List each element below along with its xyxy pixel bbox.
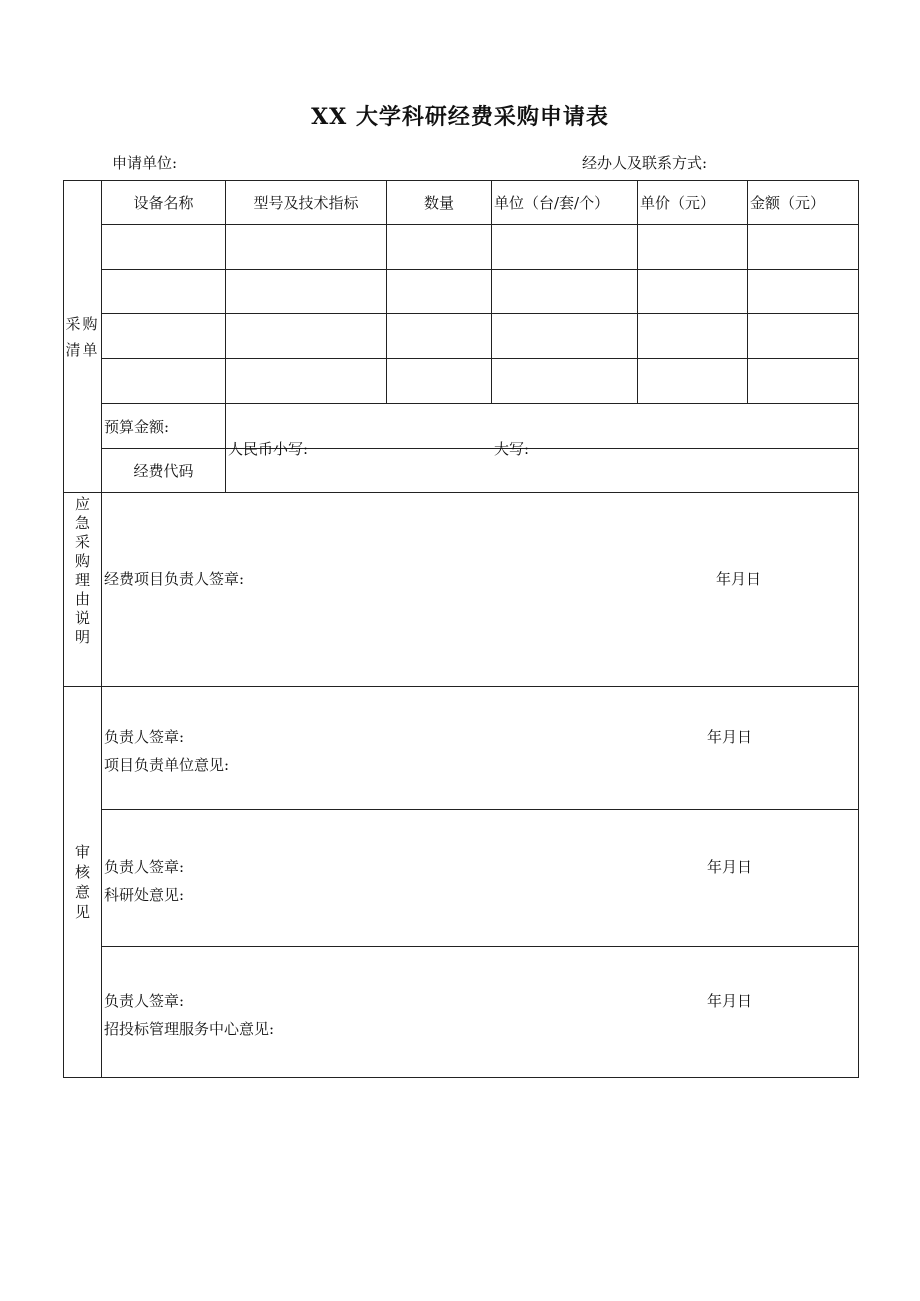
label-char: 理: [74, 571, 90, 589]
fund-code-row: [64, 449, 859, 493]
cell-model-spec[interactable]: [226, 359, 387, 404]
rmb-lower-label: 人民币小写:: [228, 440, 309, 458]
table-row: [64, 314, 859, 359]
procurement-label-line2: 清单: [65, 340, 100, 359]
cell-model-spec[interactable]: [226, 314, 387, 359]
cell-device-name[interactable]: [102, 314, 226, 359]
col-header-amount: 金额（元）: [748, 181, 859, 225]
tender-signature-label: 负责人签章:: [104, 992, 185, 1010]
cell-quantity[interactable]: [387, 270, 492, 314]
col-header-device-name: 设备名称: [102, 181, 226, 225]
label-char: 明: [74, 628, 90, 646]
label-char: 由: [74, 590, 90, 608]
cell-amount[interactable]: [748, 314, 859, 359]
fund-code-cell[interactable]: [226, 449, 859, 493]
page-title: XX 大学科研经费采购申请表: [311, 104, 609, 130]
cell-unit-price[interactable]: [638, 225, 748, 270]
emergency-date-label: 年月日: [715, 569, 761, 588]
project-leader-signature-label: 经费项目负责人签章:: [104, 569, 245, 588]
table-row: [64, 225, 859, 270]
cell-device-name[interactable]: [102, 225, 226, 270]
fund-code-label: 经费代码: [102, 449, 226, 493]
cell-device-name[interactable]: [102, 270, 226, 314]
cell-unit[interactable]: [492, 314, 638, 359]
unit-opinion-label: 项目负责单位意见:: [104, 756, 230, 774]
unit-signature-label: 负责人签章:: [104, 728, 185, 746]
unit-opinion-row: [64, 687, 859, 810]
cell-model-spec[interactable]: [226, 270, 387, 314]
table-header-row: [64, 181, 859, 225]
tender-center-label: 招投标管理服务中心意见:: [104, 1020, 275, 1038]
procurement-form: [63, 180, 859, 1078]
cell-device-name[interactable]: [102, 359, 226, 404]
budget-amount-cell[interactable]: [226, 404, 859, 458]
rmb-upper-label: 大写:: [494, 440, 530, 458]
budget-label: 预算金额:: [102, 404, 226, 449]
emergency-reason-cell[interactable]: [102, 493, 859, 687]
procurement-label-line1: 采购: [65, 314, 100, 333]
unit-date-label: 年月日: [706, 728, 752, 746]
cell-quantity[interactable]: [387, 225, 492, 270]
tender-center-row: [64, 947, 859, 1078]
label-char: 购: [74, 552, 90, 570]
label-char: 采: [74, 533, 90, 551]
contact-label: 经办人及联系方式:: [582, 154, 708, 172]
label-char: 意: [74, 883, 90, 901]
col-header-unit-price: 单价（元）: [638, 181, 748, 225]
label-char: 审: [74, 843, 90, 861]
research-office-label: 科研处意见:: [104, 886, 185, 904]
review-section-label: [64, 687, 102, 1078]
cell-unit-price[interactable]: [638, 359, 748, 404]
emergency-section-label: [64, 493, 102, 687]
budget-row: [64, 404, 859, 449]
unit-opinion-cell[interactable]: [102, 687, 859, 810]
col-header-model-spec: 型号及技术指标: [226, 181, 387, 225]
cell-quantity[interactable]: [387, 314, 492, 359]
cell-amount[interactable]: [748, 359, 859, 404]
label-char: 见: [74, 903, 90, 921]
tender-center-cell[interactable]: [102, 947, 859, 1078]
cell-unit[interactable]: [492, 359, 638, 404]
procurement-section-label: [64, 181, 102, 493]
tender-date-label: 年月日: [706, 992, 752, 1010]
applicant-unit-label: 申请单位:: [112, 154, 178, 172]
cell-unit-price[interactable]: [638, 270, 748, 314]
cell-amount[interactable]: [748, 225, 859, 270]
cell-model-spec[interactable]: [226, 225, 387, 270]
cell-unit-price[interactable]: [638, 314, 748, 359]
label-char: 核: [74, 863, 90, 881]
col-header-quantity: 数量: [387, 181, 492, 225]
research-office-row: [64, 810, 859, 947]
label-char: 应: [74, 495, 90, 513]
cell-unit[interactable]: [492, 270, 638, 314]
cell-quantity[interactable]: [387, 359, 492, 404]
cell-amount[interactable]: [748, 270, 859, 314]
research-date-label: 年月日: [706, 858, 752, 876]
table-row: [64, 270, 859, 314]
cell-unit[interactable]: [492, 225, 638, 270]
research-office-cell[interactable]: [102, 810, 859, 947]
col-header-unit: 单位（台/套/个）: [492, 181, 638, 225]
table-row: [64, 359, 859, 404]
research-signature-label: 负责人签章:: [104, 858, 185, 876]
label-char: 急: [74, 514, 90, 532]
label-char: 说: [74, 609, 90, 627]
emergency-reason-row: [64, 493, 859, 687]
